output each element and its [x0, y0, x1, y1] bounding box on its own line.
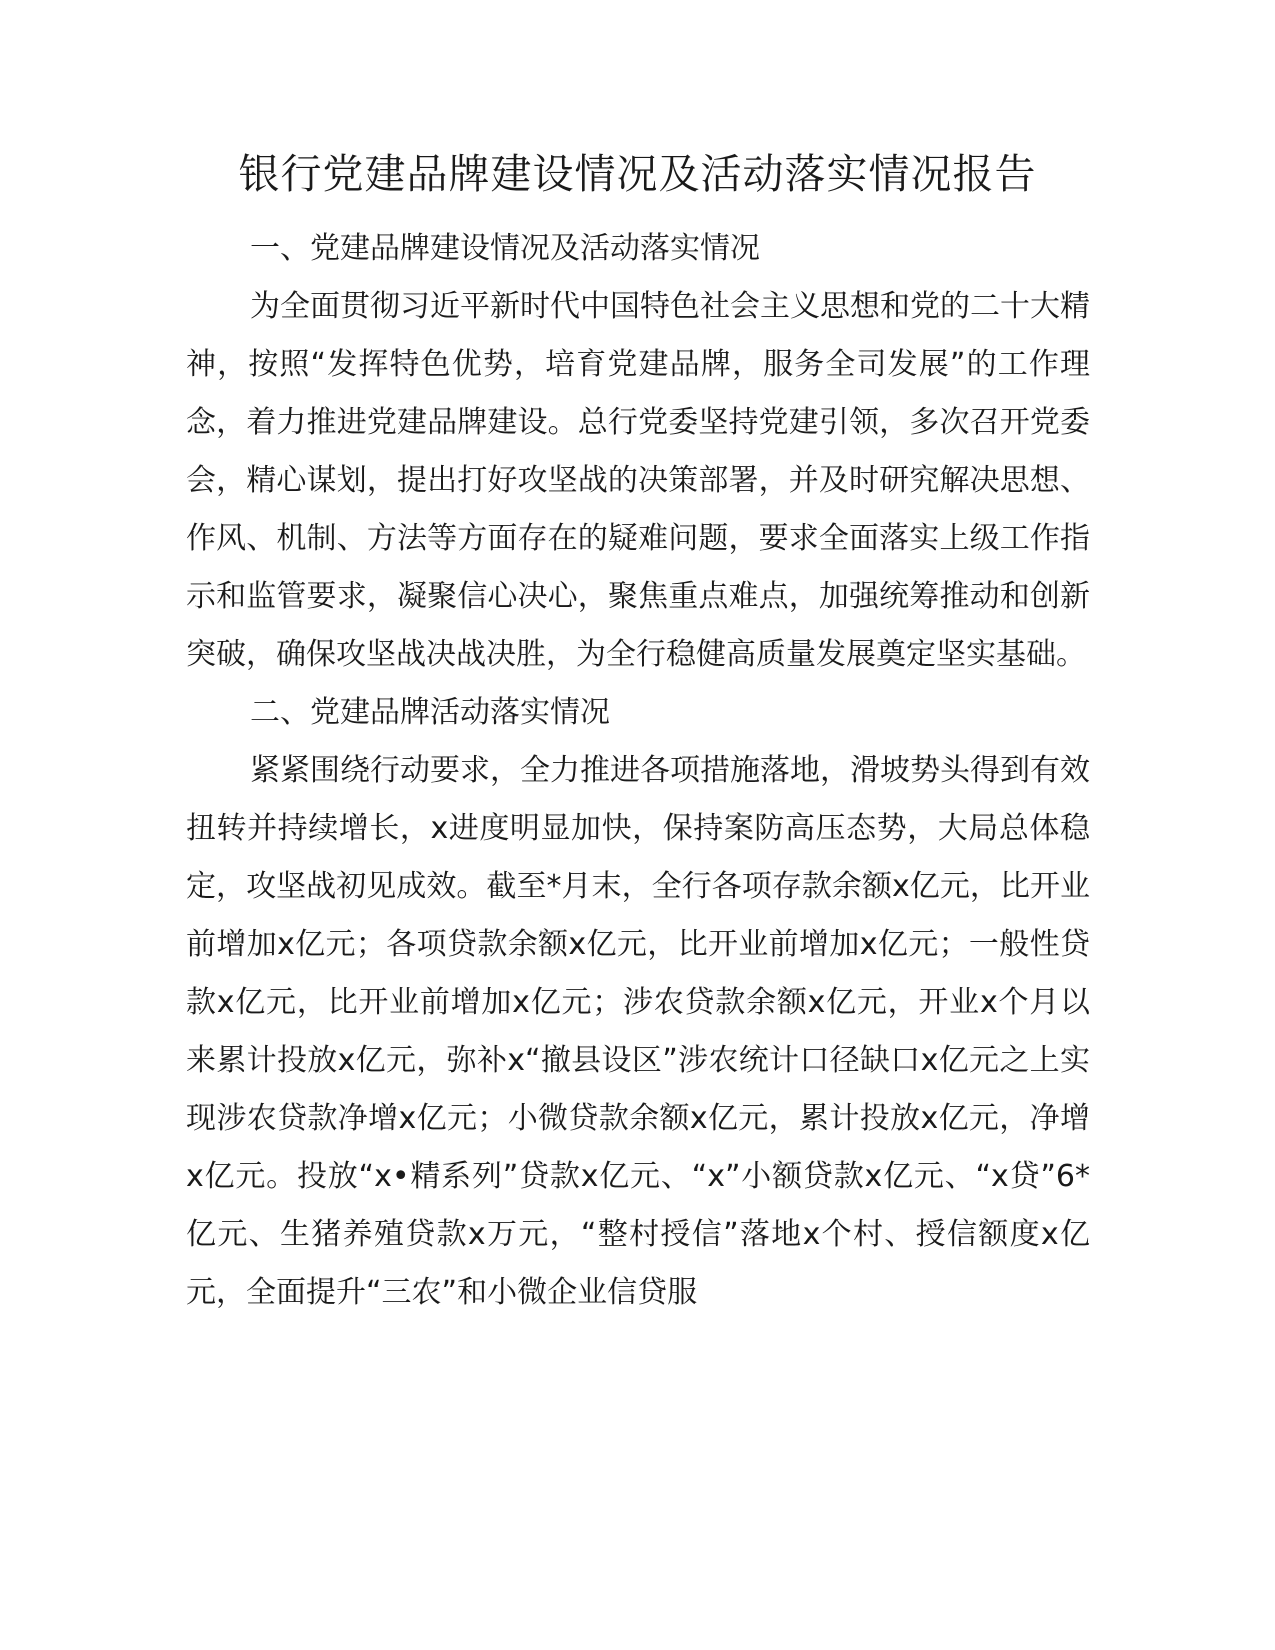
- section-heading-2: 二、党建品牌活动落实情况: [250, 695, 610, 730]
- section-paragraph-1: 为全面贯彻习近平新时代中国特色社会主义思想和党的二十大精神，按照“发挥特色优势，培育党建品牌，服务全司发展”的工作理念，着力推进党建品牌建设。总行党委坚持党建引领，多次召开党委会，精心谋划，提出打好攻坚战的决策部署，并及时研究解决思想、作风、机制、方法等方面存在的疑难问题，要求全面落实上级工作指示和监管要求，凝聚信心决心，聚焦重点难点，加强统筹推动和创新突破，确保攻坚战决战决胜，为全行稳健高质量发展奠定坚实基础。: [186, 289, 1090, 672]
- document-title: 银行党建品牌建设情况及活动落实情况报告: [238, 150, 1037, 198]
- document-body: [186, 220, 1090, 1322]
- section-heading-1: 一、党建品牌建设情况及活动落实情况: [250, 231, 760, 266]
- section-paragraph-2: 紧紧围绕行动要求，全力推进各项措施落地，滑坡势头得到有效扭转并持续增长，x进度明显加快，保持案防高压态势，大局总体稳定，攻坚战初见成效。截至*月末，全行各项存款余额x亿元，比开业前增加x亿元；各项贷款余额x亿元，比开业前增加x亿元；一般性贷款x亿元，比开业前增加x亿元；涉农贷款余额x亿元，开业x个月以来累计投放x亿元，弥补x“撤县设区”涉农统计口径缺口x亿元之上实现涉农贷款净增x亿元；小微贷款余额x亿元，累计投放x亿元，净增x亿元。投放“x•精系列”贷款x亿元、“x”小额贷款x亿元、“x贷”6*亿元、生猪养殖贷款x万元，“整村授信”落地x个村、授信额度x亿元，全面提升“三农”和小微企业信贷服: [186, 753, 1090, 1310]
